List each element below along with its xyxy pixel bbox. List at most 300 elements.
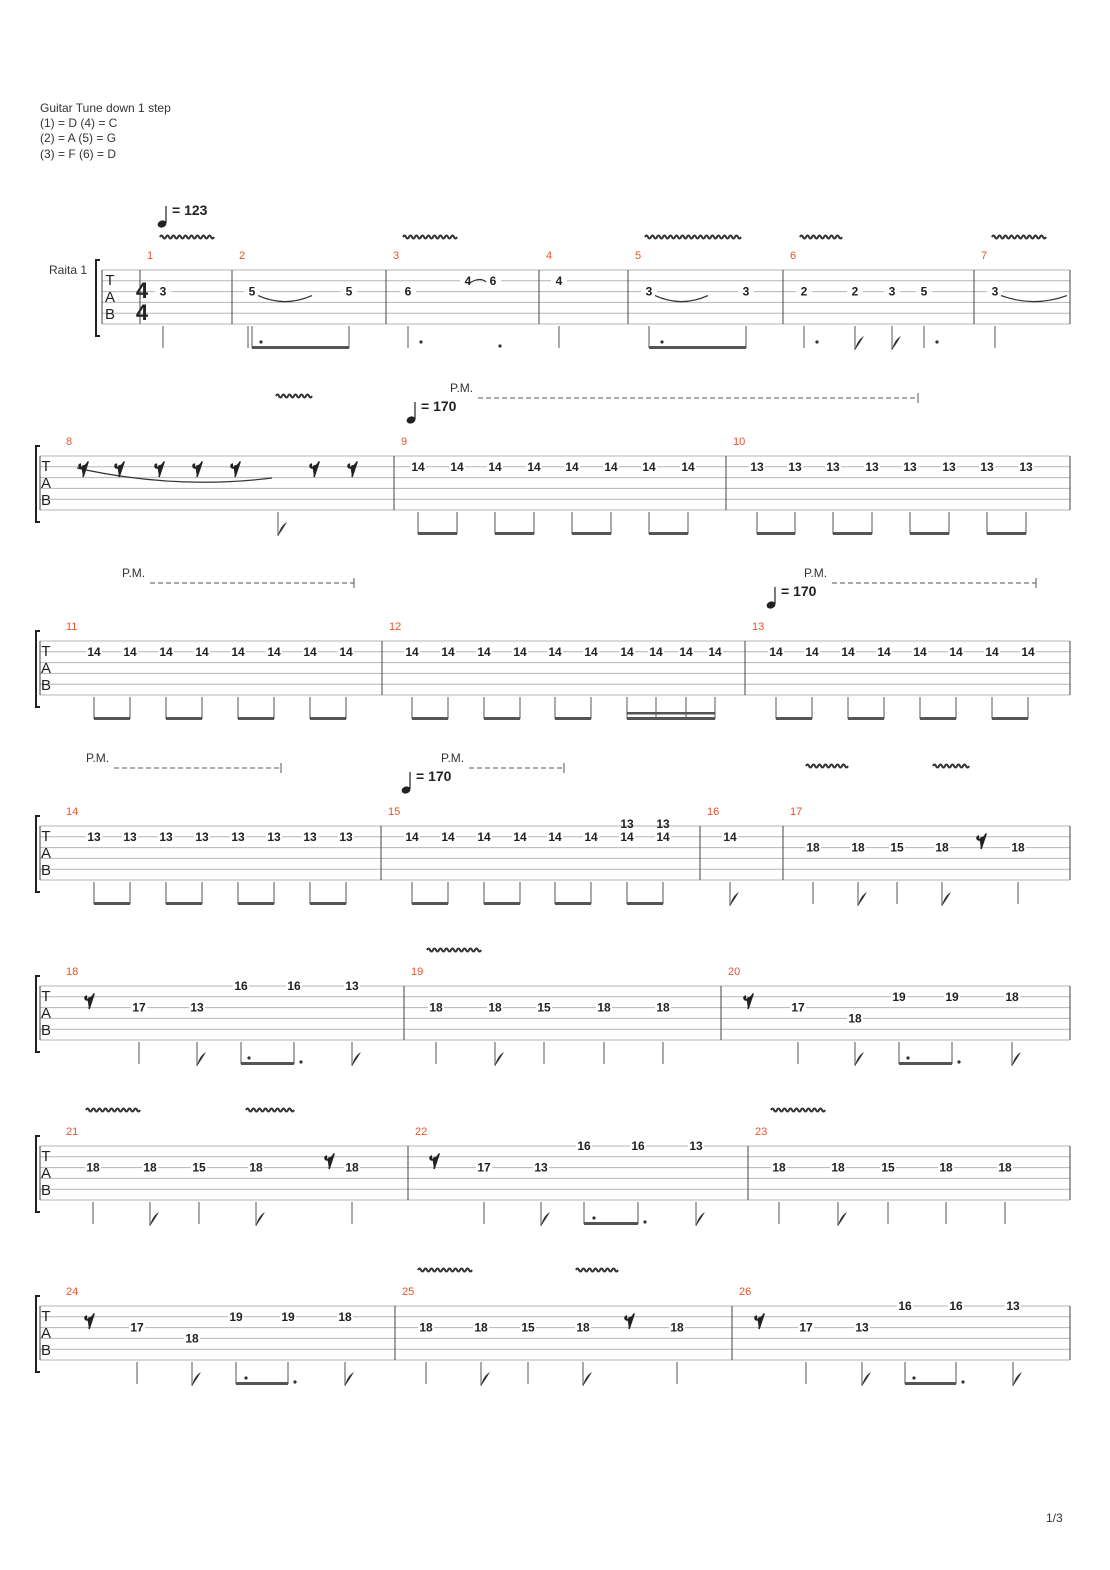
fret-number: 14 [159, 644, 173, 659]
note-flag [345, 1372, 354, 1386]
palm-mute-label: P.M. [441, 751, 465, 765]
vibrato-mark [992, 236, 1046, 239]
measure-number: 14 [66, 806, 79, 818]
eighth-rest [85, 1314, 94, 1329]
measure-number: 16 [707, 806, 720, 818]
fret-number: 19 [945, 989, 959, 1004]
note-beam [252, 346, 349, 349]
vibrato-mark [246, 1109, 294, 1112]
vibrato-mark [933, 765, 969, 768]
vibrato-mark [160, 236, 214, 239]
fret-number: 18 [249, 1160, 263, 1175]
note-beam [555, 717, 591, 720]
augmentation-dot [299, 1060, 302, 1063]
measure-number: 3 [393, 250, 400, 262]
tab-system [36, 1126, 1070, 1225]
fret-number: 14 [681, 459, 695, 474]
tie-arc [258, 296, 312, 302]
fret-number: 14 [584, 644, 598, 659]
note-beam [418, 532, 457, 535]
tab-system [36, 436, 1070, 535]
fret-number: 13 [855, 1320, 869, 1335]
measure-number: 8 [66, 436, 73, 448]
tab-clef-letter: B [40, 862, 52, 879]
note-beam [310, 902, 346, 905]
note-flag [256, 1212, 265, 1226]
vibrato-mark [276, 395, 312, 398]
measure-number: 15 [388, 806, 401, 818]
vibrato-mark [427, 949, 481, 952]
vibrato-mark [806, 765, 848, 768]
tempo-value: = 123 [172, 202, 208, 218]
measure-number: 1 [147, 250, 154, 262]
palm-mute-label: P.M. [450, 381, 474, 395]
note-flag [192, 1372, 201, 1386]
fret-number: 4 [464, 273, 472, 288]
fret-number: 18 [345, 1160, 359, 1175]
fret-number: 14 [548, 644, 562, 659]
note-flag [495, 1052, 504, 1066]
measure-number: 11 [66, 621, 78, 633]
tab-system [36, 966, 1070, 1065]
fret-number: 13 [231, 829, 245, 844]
fret-number: 19 [281, 1309, 295, 1324]
fret-number: 6 [489, 273, 497, 288]
system-bracket [36, 1296, 40, 1372]
augmentation-dot [815, 340, 818, 343]
palm-mute-label: P.M. [86, 751, 110, 765]
fret-number: 16 [234, 979, 248, 993]
measure-number: 21 [66, 1126, 79, 1138]
fret-number: 16 [898, 1299, 912, 1313]
fret-number: 6 [404, 284, 412, 299]
augmentation-dot [961, 1380, 964, 1383]
measure-number: 22 [415, 1126, 428, 1138]
vibrato-mark [800, 236, 842, 239]
fret-number: 13 [1006, 1299, 1020, 1313]
augmentation-dot [957, 1060, 960, 1063]
fret-number: 16 [949, 1299, 963, 1313]
tempo-value: = 170 [781, 583, 817, 599]
fret-number: 18 [576, 1320, 590, 1335]
note-beam [241, 1062, 294, 1065]
fret-number: 14 [477, 644, 491, 659]
measure-number: 24 [66, 1286, 79, 1298]
fret-number: 14 [985, 644, 999, 659]
measure-number: 10 [733, 436, 746, 448]
fret-number: 13 [903, 459, 917, 474]
fret-number: 16 [631, 1139, 645, 1153]
fret-number: 18 [939, 1160, 953, 1175]
system-bracket [96, 260, 100, 336]
tab-system [36, 1286, 1070, 1385]
note-flag [1013, 1372, 1022, 1386]
note-flag [352, 1052, 361, 1066]
palm-mute-label: P.M. [804, 566, 828, 580]
fret-number: 14 [620, 829, 634, 844]
fret-number: 13 [750, 459, 764, 474]
fret-number: 14 [604, 459, 618, 474]
fret-number: 4 [555, 273, 563, 288]
fret-number: 14 [708, 644, 722, 659]
augmentation-dot [592, 1216, 595, 1219]
fret-number: 14 [513, 829, 527, 844]
note-flag [862, 1372, 871, 1386]
fret-number: 13 [339, 829, 353, 844]
fret-number: 14 [87, 644, 101, 659]
fret-number: 18 [338, 1309, 352, 1324]
eighth-rest [231, 462, 240, 477]
eighth-rest [85, 994, 94, 1009]
fret-number: 14 [1021, 644, 1035, 659]
eighth-rest [755, 1314, 764, 1329]
fret-number: 14 [769, 644, 783, 659]
tie-arc [77, 468, 272, 482]
measure-number: 25 [402, 1286, 415, 1298]
system-bracket [36, 631, 40, 707]
track-name: Raita 1 [49, 263, 88, 277]
fret-number: 15 [890, 840, 904, 855]
fret-number: 18 [474, 1320, 488, 1335]
fret-number: 18 [935, 840, 949, 855]
note-flag [855, 336, 864, 350]
note-flag [150, 1212, 159, 1226]
note-beam [236, 1382, 288, 1385]
fret-number: 17 [132, 1000, 146, 1015]
measure-number: 18 [66, 966, 79, 978]
augmentation-dot [419, 340, 422, 343]
tie-arc [1001, 296, 1067, 302]
note-flag [197, 1052, 206, 1066]
vibrato-mark [86, 1109, 140, 1112]
note-flag [730, 892, 739, 906]
note-beam [572, 532, 611, 535]
measure-number: 12 [389, 621, 402, 633]
fret-number: 18 [998, 1160, 1012, 1175]
fret-number: 14 [405, 644, 419, 659]
tempo-value: = 170 [416, 768, 452, 784]
augmentation-dot [935, 340, 938, 343]
fret-number: 14 [548, 829, 562, 844]
eighth-rest [325, 1154, 334, 1169]
fret-number: 18 [1005, 989, 1019, 1004]
measure-number: 7 [981, 250, 988, 262]
fret-number: 14 [441, 644, 455, 659]
vibrato-mark [771, 1109, 825, 1112]
tab-clef-letter: T [41, 458, 51, 475]
page-number: 1/3 [1046, 1511, 1063, 1525]
tab-clef-letter: A [40, 1165, 52, 1182]
fret-number: 14 [620, 644, 634, 659]
tuning-title: Guitar Tune down 1 step [40, 101, 171, 115]
fret-number: 14 [303, 644, 317, 659]
fret-number: 14 [913, 644, 927, 659]
note-beam [412, 717, 448, 720]
note-beam [757, 532, 795, 535]
note-beam [484, 902, 520, 905]
tab-clef-letter: B [104, 306, 116, 323]
measure-number: 26 [739, 1286, 752, 1298]
eighth-rest [977, 834, 986, 849]
fret-number: 14 [488, 459, 502, 474]
fret-number: 13 [620, 816, 634, 831]
note-beam [94, 902, 130, 905]
eighth-rest [155, 462, 164, 477]
eighth-rest [430, 1154, 439, 1169]
fret-number: 14 [642, 459, 656, 474]
note-beam [905, 1382, 956, 1385]
fret-number: 15 [192, 1160, 206, 1175]
note-flag [583, 1372, 592, 1386]
fret-number: 13 [689, 1139, 703, 1153]
fret-number: 18 [831, 1160, 845, 1175]
note-beam [412, 902, 448, 905]
tab-clef-letter: A [40, 1005, 52, 1022]
fret-number: 18 [419, 1320, 433, 1335]
fret-number: 14 [723, 829, 737, 844]
augmentation-dot [906, 1056, 909, 1059]
fret-number: 3 [645, 284, 653, 299]
fret-number: 13 [303, 829, 317, 844]
fret-number: 3 [888, 284, 896, 299]
time-signature-top: 4 [135, 278, 149, 303]
tab-clef-letter: T [41, 988, 51, 1005]
fret-number: 18 [848, 1011, 862, 1026]
tuning-line: (1) = D (4) = C [40, 116, 118, 131]
fret-number: 17 [791, 1000, 805, 1015]
fret-number: 5 [920, 284, 928, 299]
note-beam [310, 717, 346, 720]
note-beam [166, 717, 202, 720]
augmentation-dot [643, 1220, 646, 1223]
fret-number: 14 [441, 829, 455, 844]
measure-number: 9 [401, 436, 408, 448]
fret-number: 14 [679, 644, 693, 659]
tab-system [36, 621, 1070, 720]
fret-number: 14 [231, 644, 245, 659]
fret-number: 13 [87, 829, 101, 844]
note-beam [555, 902, 591, 905]
note-flag [858, 892, 867, 906]
tab-clef-letter: B [40, 1342, 52, 1359]
tab-clef-letter: B [40, 1022, 52, 1039]
eighth-rest [348, 462, 357, 477]
note-beam [899, 1062, 952, 1065]
note-beam [776, 717, 812, 720]
note-beam [627, 902, 663, 905]
note-beam [848, 717, 884, 720]
fret-number: 14 [477, 829, 491, 844]
tab-clef-letter: A [40, 475, 52, 492]
augmentation-dot [912, 1376, 915, 1379]
fret-number: 14 [339, 644, 353, 659]
note-flag [541, 1212, 550, 1226]
eighth-rest [625, 1314, 634, 1329]
fret-number: 13 [656, 816, 670, 831]
note-beam [495, 532, 534, 535]
note-beam [627, 712, 715, 715]
tab-clef-letter: A [40, 660, 52, 677]
palm-mute-label: P.M. [122, 566, 146, 580]
augmentation-dot [259, 340, 262, 343]
fret-number: 17 [130, 1320, 144, 1335]
tempo-value: = 170 [421, 398, 457, 414]
fret-number: 14 [411, 459, 425, 474]
augmentation-dot [660, 340, 663, 343]
fret-number: 13 [1019, 459, 1033, 474]
fret-number: 2 [800, 284, 808, 299]
fret-number: 13 [826, 459, 840, 474]
measure-number: 6 [790, 250, 797, 262]
tab-clef-letter: A [40, 1325, 52, 1342]
fret-number: 18 [185, 1331, 199, 1346]
vibrato-mark [645, 236, 741, 239]
fret-number: 18 [429, 1000, 443, 1015]
note-beam [920, 717, 956, 720]
note-beam [649, 346, 746, 349]
fret-number: 14 [123, 644, 137, 659]
fret-number: 5 [248, 284, 256, 299]
vibrato-mark [576, 1269, 618, 1272]
augmentation-dot [293, 1380, 296, 1383]
fret-number: 14 [195, 644, 209, 659]
fret-number: 14 [656, 829, 670, 844]
measure-number: 19 [411, 966, 424, 978]
fret-number: 13 [345, 979, 359, 993]
fret-number: 14 [805, 644, 819, 659]
tab-clef-letter: T [105, 272, 115, 289]
note-flag [481, 1372, 490, 1386]
fret-number: 14 [267, 644, 281, 659]
fret-number: 19 [229, 1309, 243, 1324]
fret-number: 13 [942, 459, 956, 474]
fret-number: 18 [597, 1000, 611, 1015]
fret-number: 14 [405, 829, 419, 844]
fret-number: 14 [584, 829, 598, 844]
fret-number: 13 [195, 829, 209, 844]
fret-number: 18 [806, 840, 820, 855]
fret-number: 3 [159, 284, 167, 299]
note-beam [94, 717, 130, 720]
system-bracket [36, 1136, 40, 1212]
tab-clef-letter: B [40, 492, 52, 509]
fret-number: 14 [513, 644, 527, 659]
note-beam [910, 532, 949, 535]
measure-number: 13 [752, 621, 765, 633]
vibrato-mark [403, 236, 457, 239]
augmentation-dot [498, 344, 501, 347]
fret-number: 17 [799, 1320, 813, 1335]
vibrato-mark [418, 1269, 472, 1272]
fret-number: 14 [649, 644, 663, 659]
fret-number: 18 [86, 1160, 100, 1175]
time-signature-bottom: 4 [135, 300, 149, 325]
note-flag [838, 1212, 847, 1226]
note-beam [627, 717, 715, 720]
note-flag [892, 336, 901, 350]
note-beam [833, 532, 872, 535]
tab-clef-letter: B [40, 677, 52, 694]
fret-number: 16 [287, 979, 301, 993]
augmentation-dot [244, 1376, 247, 1379]
fret-number: 15 [521, 1320, 535, 1335]
fret-number: 16 [577, 1139, 591, 1153]
fret-number: 13 [190, 1000, 204, 1015]
note-beam [992, 717, 1028, 720]
eighth-rest [310, 462, 319, 477]
fret-number: 15 [881, 1160, 895, 1175]
fret-number: 13 [980, 459, 994, 474]
fret-number: 18 [488, 1000, 502, 1015]
eighth-rest [115, 462, 124, 477]
fret-number: 13 [123, 829, 137, 844]
measure-number: 5 [635, 250, 642, 262]
tie-arc [655, 296, 708, 302]
note-beam [584, 1222, 638, 1225]
fret-number: 3 [991, 284, 999, 299]
fret-number: 5 [345, 284, 353, 299]
measure-number: 2 [239, 250, 246, 262]
tab-clef-letter: T [41, 1308, 51, 1325]
note-flag [1012, 1052, 1021, 1066]
system-bracket [36, 976, 40, 1052]
note-flag [278, 522, 287, 536]
tab-clef-letter: T [41, 828, 51, 845]
fret-number: 13 [267, 829, 281, 844]
note-beam [987, 532, 1026, 535]
measure-number: 17 [790, 806, 803, 818]
note-flag [942, 892, 951, 906]
eighth-rest [744, 994, 753, 1009]
system-bracket [36, 816, 40, 892]
eighth-rest [193, 462, 202, 477]
fret-number: 14 [949, 644, 963, 659]
note-flag [855, 1052, 864, 1066]
fret-number: 14 [877, 644, 891, 659]
fret-number: 18 [1011, 840, 1025, 855]
note-beam [238, 902, 274, 905]
note-beam [238, 717, 274, 720]
tab-clef-letter: B [40, 1182, 52, 1199]
fret-number: 17 [477, 1160, 491, 1175]
fret-number: 14 [527, 459, 541, 474]
tab-clef-letter: A [40, 845, 52, 862]
fret-number: 3 [742, 284, 750, 299]
measure-number: 4 [546, 250, 553, 262]
system-bracket [36, 446, 40, 522]
fret-number: 18 [143, 1160, 157, 1175]
tuning-line: (3) = F (6) = D [40, 146, 117, 161]
fret-number: 19 [892, 989, 906, 1004]
tab-clef-letter: T [41, 643, 51, 660]
fret-number: 18 [772, 1160, 786, 1175]
fret-number: 13 [534, 1160, 548, 1175]
fret-number: 13 [788, 459, 802, 474]
note-beam [166, 902, 202, 905]
tuning-line: (2) = A (5) = G [40, 131, 117, 146]
measure-number: 20 [728, 966, 741, 978]
fret-number: 14 [565, 459, 579, 474]
fret-number: 13 [865, 459, 879, 474]
note-flag [696, 1212, 705, 1226]
fret-number: 2 [851, 284, 859, 299]
tab-clef-letter: A [104, 289, 116, 306]
fret-number: 18 [851, 840, 865, 855]
fret-number: 13 [159, 829, 173, 844]
fret-number: 15 [537, 1000, 551, 1015]
fret-number: 18 [670, 1320, 684, 1335]
fret-number: 18 [656, 1000, 670, 1015]
